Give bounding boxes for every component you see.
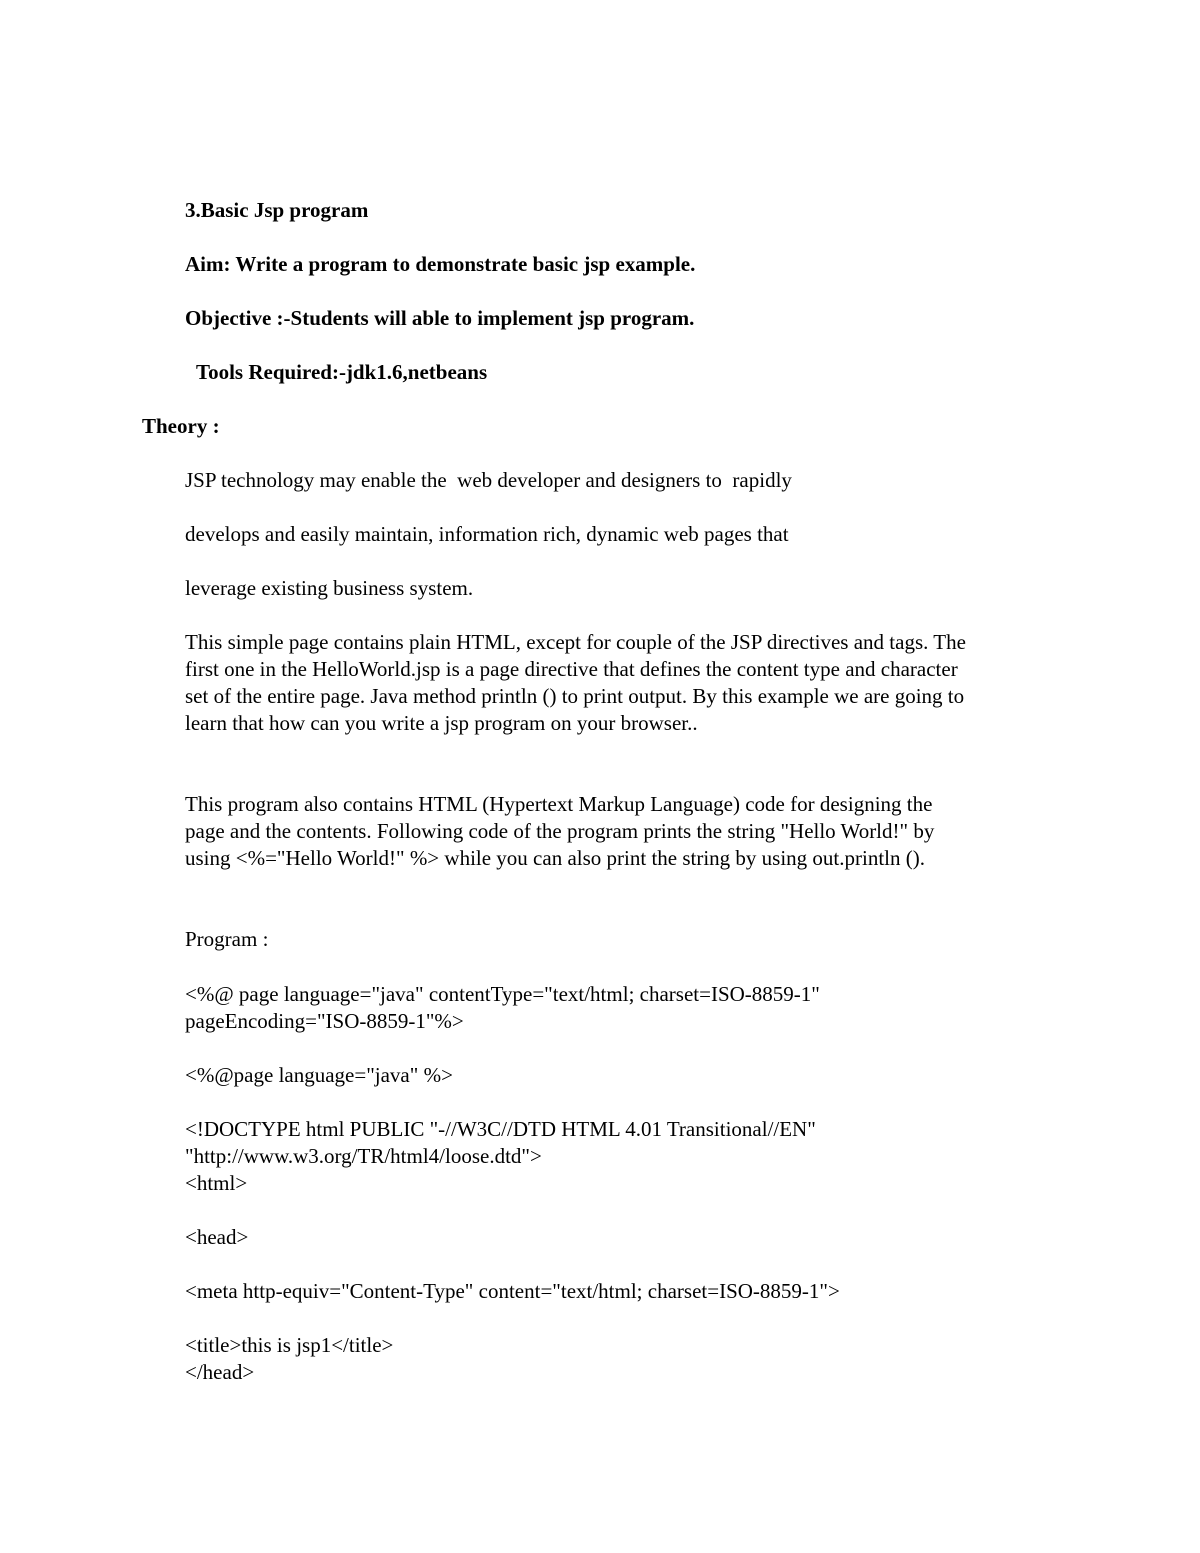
paragraph-line: This program also contains HTML (Hypertext Markup Language) code for designing the (185, 792, 933, 816)
objective-line: Objective :-Students will able to implement jsp program. (185, 306, 695, 330)
theory-paragraph-1 (185, 629, 966, 737)
code-line-page-directive: <%@page language="java" %> (185, 1063, 453, 1087)
aim-line: Aim: Write a program to demonstrate basic jsp example. (185, 252, 696, 276)
section-title: 3.Basic Jsp program (185, 198, 369, 222)
paragraph-line: learn that how can you write a jsp program on your browser.. (185, 711, 698, 735)
code-line: <!DOCTYPE html PUBLIC "-//W3C//DTD HTML 4.01 Transitional//EN" (185, 1117, 816, 1141)
code-line: <title>this is jsp1</title> (185, 1333, 394, 1357)
paragraph-line: page and the contents. Following code of the program prints the string "Hello World!" by (185, 819, 935, 843)
code-block-3 (185, 1116, 816, 1197)
program-label: Program : (185, 927, 269, 951)
code-line-head: <head> (185, 1225, 249, 1249)
code-line-meta: <meta http-equiv="Content-Type" content="text/html; charset=ISO-8859-1"> (185, 1279, 840, 1303)
tools-line: Tools Required:-jdk1.6,netbeans (196, 360, 488, 384)
code-line: <%@ page language="java" contentType="text/html; charset=ISO-8859-1" (185, 982, 820, 1006)
paragraph-line: This simple page contains plain HTML, except for couple of the JSP directives and tags. The (185, 630, 966, 654)
code-block-1 (185, 981, 820, 1035)
code-line: pageEncoding="ISO-8859-1"%> (185, 1009, 464, 1033)
paragraph-line: set of the entire page. Java method println () to print output. By this example we are going to (185, 684, 965, 708)
intro-line-1: JSP technology may enable the web developer and designers to rapidly (185, 468, 792, 492)
code-block-6 (185, 1332, 393, 1386)
paragraph-line: using <%="Hello World!" %> while you can also print the string by using out.println (). (185, 846, 926, 870)
paragraph-line: first one in the HelloWorld.jsp is a page directive that defines the content type and character (185, 657, 958, 681)
code-line: </head> (185, 1360, 255, 1384)
intro-line-3: leverage existing business system. (185, 576, 474, 600)
code-line: <html> (185, 1171, 248, 1195)
theory-paragraph-2 (185, 791, 934, 872)
code-line: "http://www.w3.org/TR/html4/loose.dtd"> (185, 1144, 542, 1168)
intro-line-2: develops and easily maintain, information rich, dynamic web pages that (185, 522, 789, 546)
theory-heading: Theory : (142, 414, 220, 438)
